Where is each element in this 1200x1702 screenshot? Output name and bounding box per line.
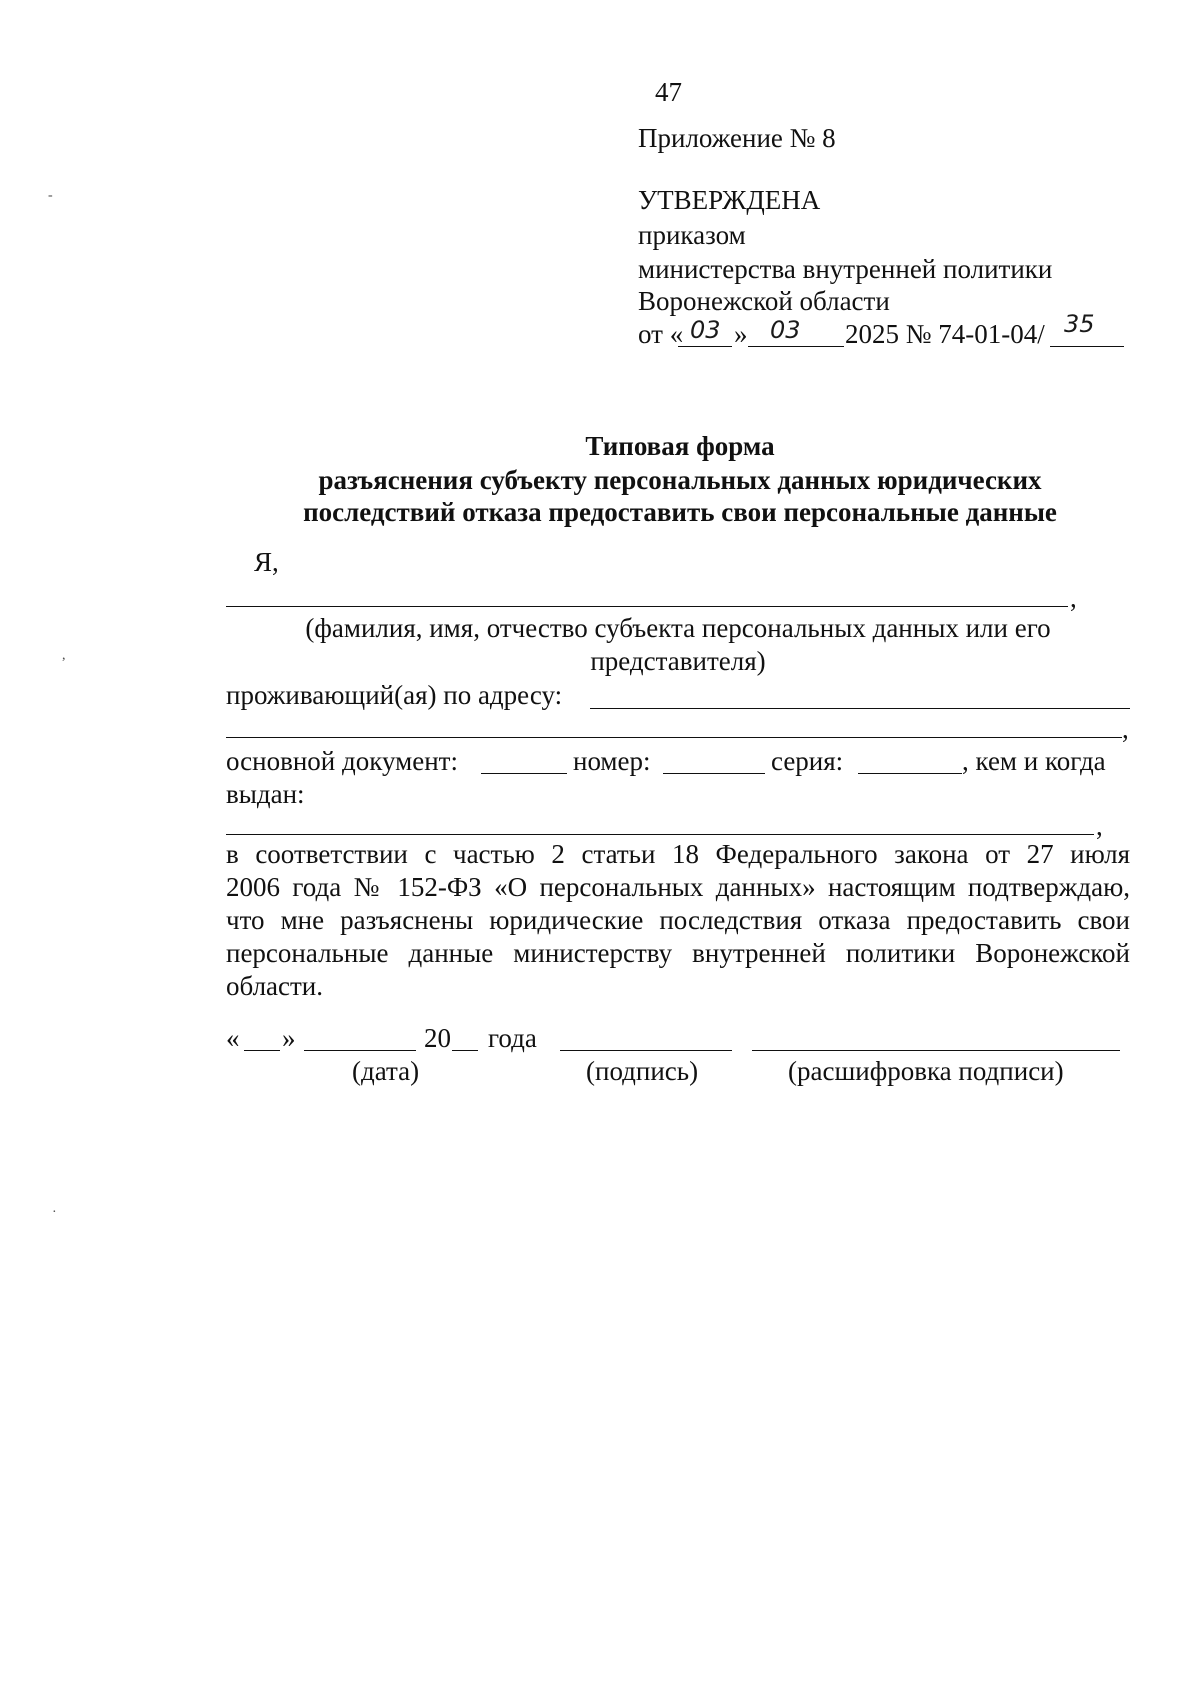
order-num-handwritten: 35 xyxy=(1064,310,1095,338)
year-word: года xyxy=(488,1023,537,1053)
date-year-line[interactable] xyxy=(452,1050,478,1051)
body-line-2: 2006 года № 152-ФЗ «О персональных данных» настоящим подтверждаю, xyxy=(226,872,1130,902)
fio-comma: , xyxy=(1070,583,1077,613)
issued-comma: , xyxy=(1096,811,1103,841)
body-line-4: персональные данные министерству внутренней политики Воронежской xyxy=(226,938,1130,968)
title-line-3: последствий отказа предоставить свои персональные данные xyxy=(303,497,1057,527)
address-line-1[interactable] xyxy=(590,708,1130,709)
signature-decode-caption: (расшифровка подписи) xyxy=(788,1056,1064,1086)
date-quote-close: » xyxy=(282,1023,296,1053)
fio-hint-2: представителя) xyxy=(590,646,766,676)
signature-caption: (подпись) xyxy=(586,1056,699,1086)
address-label: проживающий(ая) по адресу: xyxy=(226,680,563,710)
address-line-2[interactable] xyxy=(226,737,1122,738)
i-label: Я, xyxy=(254,547,279,577)
day-underline xyxy=(678,346,732,347)
appendix-label: Приложение № 8 xyxy=(638,123,836,153)
number-label: номер: xyxy=(573,746,651,776)
month-underline xyxy=(748,346,844,347)
date-caption: (дата) xyxy=(352,1056,420,1086)
order-year-number: 2025 № 74-01-04/ xyxy=(845,319,1045,349)
document-line[interactable] xyxy=(481,773,567,774)
issued-label-b: выдан: xyxy=(226,779,305,809)
body-line-1: в соответствии с частью 2 статьи 18 Федерального закона от 27 июля xyxy=(226,839,1130,869)
scan-speck: - xyxy=(48,188,53,203)
ministry-label: министерства внутренней политики xyxy=(638,254,1053,284)
address-comma: , xyxy=(1122,714,1129,744)
scan-speck: , xyxy=(62,648,66,663)
year-prefix: 20 xyxy=(424,1023,451,1053)
date-quote-open: « xyxy=(226,1023,240,1053)
approved-label: УТВЕРЖДЕНА xyxy=(638,185,821,215)
order-day-handwritten: 03 xyxy=(690,316,721,344)
order-date-prefix: от « xyxy=(638,319,684,349)
order-month-handwritten: 03 xyxy=(770,316,801,344)
body-line-5: области. xyxy=(226,971,324,1001)
region-label: Воронежской области xyxy=(638,286,890,316)
title-line-2: разъяснения субъекту персональных данных юридических xyxy=(318,465,1042,495)
document-label: основной документ: xyxy=(226,746,458,776)
order-num-underline xyxy=(1050,346,1124,347)
number-line[interactable] xyxy=(663,773,765,774)
by-order-label: приказом xyxy=(638,220,746,250)
body-line-3: что мне разъяснены юридические последствия отказа предоставить свои xyxy=(226,905,1130,935)
series-line[interactable] xyxy=(858,773,962,774)
fio-hint-1: (фамилия, имя, отчество субъекта персональных данных или его xyxy=(305,613,1051,643)
scan-speck: · xyxy=(52,1205,57,1220)
issued-label-a: , кем и когда xyxy=(962,746,1106,776)
page-number: 47 xyxy=(655,77,682,107)
signature-decode-line[interactable] xyxy=(752,1050,1120,1051)
title-line-1: Типовая форма xyxy=(585,431,775,461)
signature-line[interactable] xyxy=(560,1050,732,1051)
series-label: серия: xyxy=(771,746,844,776)
fio-line[interactable] xyxy=(226,606,1068,607)
order-date-mid: » xyxy=(734,319,748,349)
date-month-line[interactable] xyxy=(304,1050,416,1051)
issued-line[interactable] xyxy=(226,834,1094,835)
date-day-line[interactable] xyxy=(244,1050,280,1051)
